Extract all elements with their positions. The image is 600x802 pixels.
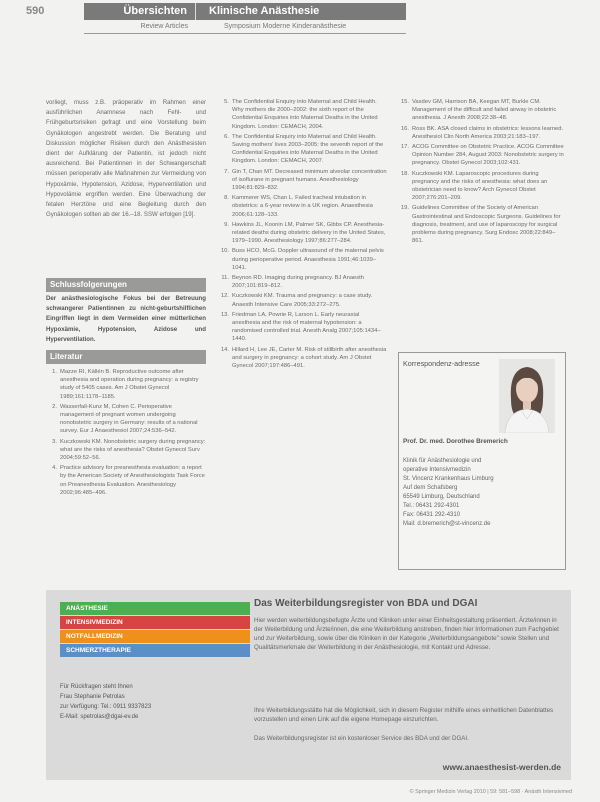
reference-item: 7. Gin T, Chan MT. Decreased minimum alveolar concentration of isoflurane in pregnant humans. Anesthesiology 1994;81:829–832. — [224, 168, 387, 192]
email-line[interactable]: Mail: d.bremerich@st-vincenz.de — [403, 521, 491, 527]
references-column-right — [398, 98, 566, 247]
advertisement-box — [46, 590, 571, 780]
ad-contact-email[interactable]: E-Mail: spetrolas@dgai-ev.de — [60, 714, 139, 720]
correspondence-box — [398, 352, 566, 570]
ad-website-link[interactable]: www.anaesthesist-werden.de — [442, 762, 561, 772]
subheader-right: Symposium Moderne Kinderanästhesie — [224, 23, 347, 30]
ad-contact-line: Für Rückfragen steht Ihnen — [60, 684, 133, 690]
correspondence-address — [403, 457, 563, 529]
reference-item: 1. Mazze RI, Källén B. Reproductive outcome after anesthesia and operation during pregnancy: a registry study of 5405 cases. Am J Obstet Gynecol 1989;161:1178–1185. — [52, 369, 199, 400]
subheader-left: Review Articles — [140, 23, 188, 30]
page-footer: © Springer Medizin Verlag 2010 | 59: 581–598 · Anästh Intensivmed — [409, 789, 572, 795]
address-line: Auf dem Schafsberg — [403, 485, 458, 491]
address-line: Klinik für Anästhesiologie und — [403, 458, 482, 464]
reference-item: 14. Hillard H, Lee JE, Carter M. Risk of stillbirth after anesthesia and surgery in pregnancy: a cohort study. Am J Obstet Gynecol 2007;197:486–491. — [220, 346, 387, 370]
correspondence-heading: Korrespondenz-adresse — [403, 359, 480, 368]
phone-line: Tel.: 06431 292-4301 — [403, 503, 460, 509]
reference-item: 19. Guidelines Committee of the Society of American Gastrointestinal and Endoscopic Surgeons. Guidelines for diagnosis, treatment, and use of laparoscopy for surgical problems during pregnancy. Surg Endosc 2008;22:849–861. — [400, 205, 561, 245]
page-number: 590 — [26, 5, 45, 17]
header-rule — [84, 33, 406, 34]
reference-item: 2. Wasserfall-Kunz M, Cohen C. Perioperative management of pregnant women undergoing nonobstetric surgery in Germany: results of a national survey. Eur J Anaesthesiol 2007;24:536–542. — [52, 403, 198, 435]
address-line: operative Intensivmedizin — [403, 467, 471, 473]
reference-item: 12. Kuczkowski KM. Trauma and pregnancy: a case study. Anaesth Intensive Care 2005;33:272–275. — [220, 293, 373, 308]
reference-item: 17. ACOG Committee on Obstetric Practice. ACOG Committee Opinion Number 284, August 2003: Nonobstetric surgery in pregnancy. Obstet Gynecol 2003;102:431. — [400, 144, 564, 167]
author-portrait — [499, 359, 555, 433]
reference-item: 3. Kuczkowski KM. Nonobstetric surgery during pregnancy: what are the risks of anesthesia? Obstet Gynecol Surv 2004;59:52–56. — [52, 438, 206, 462]
reference-item: 13. Friedman LA, Powrie R, Larson L. Early neuraxial anesthesia and the risk of maternal hypotension: a randomised controlled trial. Anesth Analg 2007;105:1434–1440. — [220, 311, 381, 343]
reference-item: 11. Beynon RD. Imaging during pregnancy. BJ Anaesth 2007;101:819–812. — [221, 275, 365, 290]
ad-tag: SCHMERZTHERAPIE — [60, 644, 250, 657]
ad-title: Das Weiterbildungsregister von BDA und DGAI — [254, 598, 478, 609]
header-section-label: Übersichten — [123, 5, 187, 17]
address-line: St. Vincenz Krankenhaus Limburg — [403, 476, 494, 482]
reference-item: 15. Vasdev GM, Harrison BA, Keegan MT, Burkle CM. Management of the difficult and failed airway in obstetric anesthesia. J Anesth 2008;22:38–48. — [400, 99, 557, 122]
references-column-left — [46, 368, 206, 499]
reference-item: 6. The Confidential Enquiry into Maternal and Child Health. Saving mothers' lives 2003–2005: the seventh report of the Confidential Enquiries into Maternal Deaths in the United Kingdom. London: CEMACH, 2007. — [224, 133, 384, 165]
ad-tag: INTENSIVMEDIZIN — [60, 616, 250, 629]
conclusion-paragraph: Der anästhesiologische Fokus bei der Betreuung schwangerer Patientinnen zu nicht-geburtshilflichen Eingriffen liegt in dem Vermeiden einer mütterlichen Hypoxämie, Hypotension, Azidose und Hyperventilation. — [46, 295, 206, 343]
intro-paragraph: vorliegt, muss z.B. präoperativ im Rahmen einer ausführlichen Anamnese nach Fehl- und Frühgeburtsrisiken gefragt und eine Vorstellung beim Gynäkologen angestrebt werden. Die Beratung und Diskussion möglicher Risiken durch den Anästhesisten dient der Aufklärung der Patientin, ist jedoch nicht ausreichend. Bei Patientinnen in der Schwangerschaft müssen perioperativ alle Maßnahmen zur Vermeidung von Hypoxämie, Hypotension, Azidose, Hyperventilation und Hypovolämie ergriffen werden. Eine Überwachung der fetalen Herztöne und eine Begleitung durch den Gynäkologen sollten ab der 16.–18. SSW erfolgen [19]. — [46, 99, 206, 219]
ad-contact-line: Frau Stephanie Petrolas — [60, 694, 125, 700]
address-line: 65549 Limburg, Deutschland — [403, 494, 480, 500]
reference-item: 10. Buss HCO, McG. Doppler ultrasound of the maternal pelvis during perioperative period. Anaesthesia 1991;46:1039–1041. — [220, 248, 384, 271]
fax-line: Fax: 06431 292-4310 — [403, 512, 461, 518]
literature-heading: Literatur — [46, 350, 206, 364]
reference-item: 5. The Confidential Enquiry into Maternal and Child Health. Why mothers die 2000–2002: the sixth report of the Confidential Enquiries into Maternal Deaths in the United Kingdom. London: CEMACH, 2004. — [224, 99, 378, 130]
reference-item: 16. Ross BK. ASA closed claims in obstetrics: lessons learned. Anesthesiol Clin North America 2003;21:183–197. — [400, 125, 564, 140]
correspondence-name: Prof. Dr. med. Dorothee Bremerich — [403, 438, 508, 445]
header-bar — [84, 3, 406, 20]
intro-column — [46, 98, 206, 220]
ad-contact-block — [60, 682, 230, 722]
ad-paragraph: Hier werden weiterbildungsbefugte Ärzte und Kliniken unter einer Einheitsgestaltung präsentiert. Ärzte/innen in der Weiterbildung und Ärzte/innen, die eine Weiterbildung anstreben, finden hier Informationen zum Fachgebiet und zur Weiterbildung, sowie über die Kliniken in der Kategorie „Weiterbildungsangebote" sowie Stellen und Qualitätsmerkmale der Weiterbildung in der Anästhesiologie, mit Kontakt und Adresse. — [254, 617, 559, 651]
ad-tag-list — [60, 602, 250, 658]
reference-item: 4. Practice advisory for preanesthesia evaluation: a report by the American Society of Anesthesiologists Task Force on Preanesthesia Evaluation. Anesthesiology 2002;96:485–496. — [52, 465, 205, 496]
ad-tag: NOTFALLMEDIZIN — [60, 630, 250, 643]
reference-item: 18. Kuczkowski KM. Laparoscopic procedures during pregnancy and the risks of anesthesia: what does an obstetrician need to know? Arch Gynecol Obstet 2007;276:201–209. — [400, 170, 548, 202]
conclusion-heading: Schlussfolgerungen — [46, 278, 206, 292]
ad-paragraph: Das Weiterbildungsregister ist ein kostenloser Service des BDA und der DGAI. — [254, 735, 469, 742]
references-column-middle — [218, 98, 388, 372]
ad-tag: ANÄSTHESIE — [60, 602, 250, 615]
ad-paragraph: Ihre Weiterbildungsstätte hat die Möglichkeit, sich in diesem Register mithilfe eines einheitlichen Datenblattes vorzustellen und einen Link auf die eigene Homepage einzurichten. — [254, 707, 554, 723]
reference-item: 8. Kammerer WS, Chan L. Failed tracheal intubation in obstetrics: a 6-year review in a UK region. Anaesthesia 2006;61:128–133. — [224, 195, 373, 218]
ad-contact-line: zur Verfügung: Tel.: 0911 9337823 — [60, 704, 152, 710]
header-journal-section: Klinische Anästhesie — [209, 5, 320, 17]
reference-item: 9. Hawkins JL, Koonin LM, Palmer SK, Gibbs CP. Anesthesia-related deaths during obstetric delivery in the United States, 1979–1990. Anesthesiology 1997;86:277–284. — [224, 221, 386, 245]
